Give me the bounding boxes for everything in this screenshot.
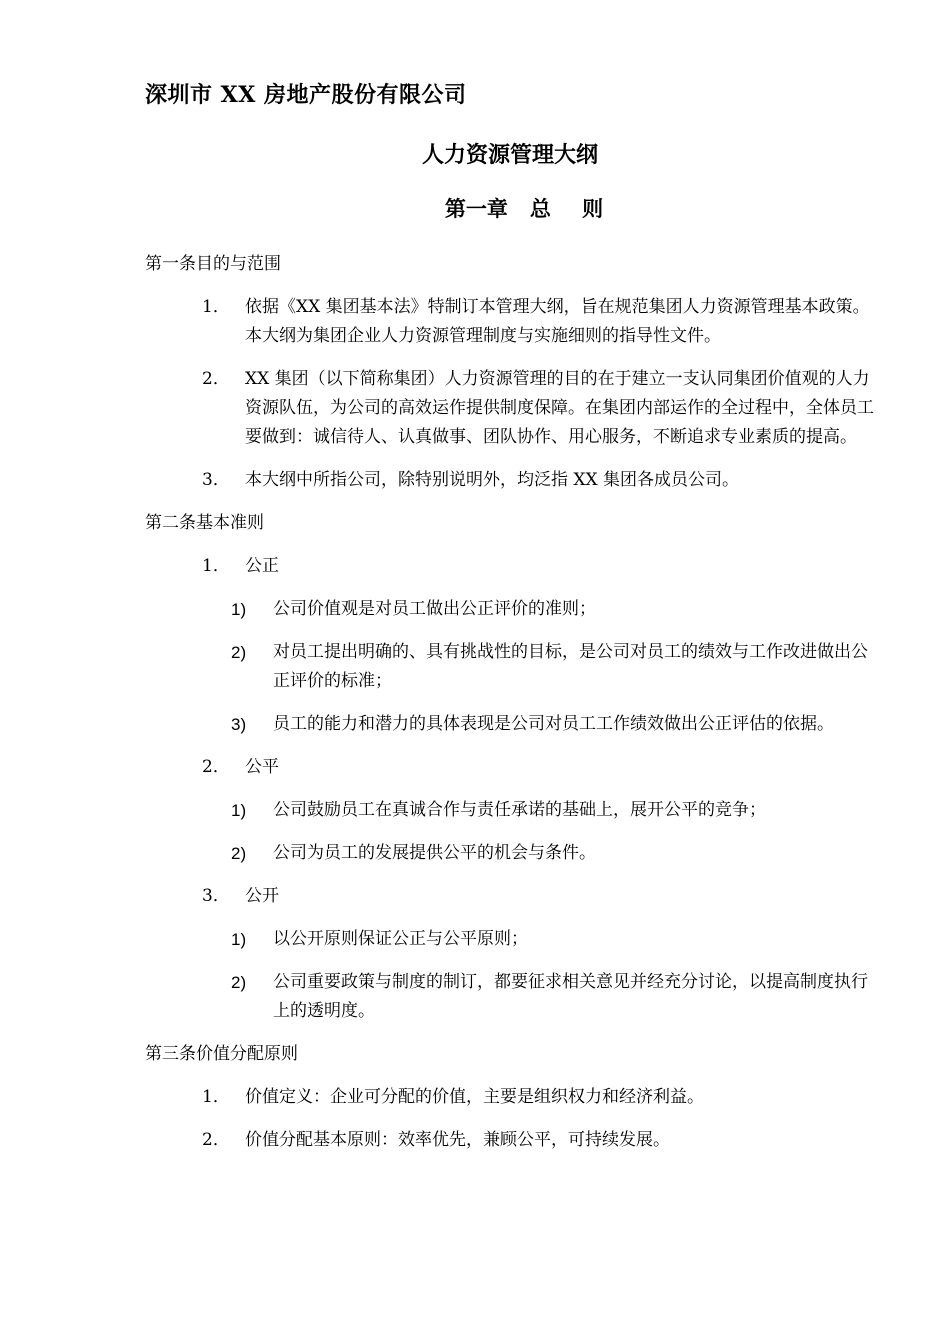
list-item bbox=[145, 552, 880, 581]
list-item-number: 1． bbox=[202, 1087, 230, 1107]
article-number: 第二条 bbox=[145, 513, 196, 533]
list-item-text: XX 集团（以下简称集团）人力资源管理的目的在于建立一支认同集团价值观的人力资源队伍，为公司的高效运作提供制度保障。在集团内部运作的全过程中，全体员工要做到：诚信待人、认真做事、团队协作、用心服务，不断追求专业素质的提高。 bbox=[245, 369, 874, 447]
company-name: 深圳市 XX 房地产股份有限公司 bbox=[145, 82, 467, 108]
document-body bbox=[145, 250, 880, 1169]
article-heading bbox=[145, 509, 880, 538]
list-item-number: 3． bbox=[202, 886, 230, 906]
sub-list-item-text: 公司鼓励员工在真诚合作与责任承诺的基础上，展开公平的竞争； bbox=[273, 800, 766, 820]
list-item bbox=[145, 882, 880, 911]
list-item bbox=[145, 1126, 880, 1155]
sub-list-item bbox=[145, 638, 880, 696]
sub-list-item-number: 2) bbox=[231, 973, 247, 992]
list-item-text: 价值定义：企业可分配的价值，主要是组织权力和经济利益。 bbox=[245, 1087, 704, 1107]
list-item-text: 公正 bbox=[245, 556, 279, 576]
sub-list-item bbox=[145, 925, 880, 954]
sub-list-item-number: 2) bbox=[231, 844, 247, 863]
list-item-number: 3． bbox=[202, 470, 230, 490]
article-title: 目的与范围 bbox=[196, 254, 281, 274]
sub-list-item-number: 1) bbox=[231, 801, 247, 820]
list-item-text: 公平 bbox=[245, 757, 279, 777]
sub-list-item-number: 3) bbox=[231, 715, 247, 734]
article-heading bbox=[145, 250, 880, 279]
chapter-number: 第一章 bbox=[444, 196, 508, 221]
list-item bbox=[145, 753, 880, 782]
list-item bbox=[145, 1083, 880, 1112]
article-heading bbox=[145, 1040, 880, 1069]
list-item-number: 2． bbox=[202, 757, 230, 777]
sub-list-item-text: 公司价值观是对员工做出公正评价的准则； bbox=[273, 599, 596, 619]
list-item-text: 依据《XX 集团基本法》特制订本管理大纲，旨在规范集团人力资源管理基本政策。本大纲为集团企业人力资源管理制度与实施细则的指导性文件。 bbox=[245, 297, 870, 346]
list-item-number: 2． bbox=[202, 1130, 230, 1150]
sub-list-item bbox=[145, 839, 880, 868]
list-item-number: 1． bbox=[202, 297, 230, 317]
article-title: 基本准则 bbox=[196, 513, 264, 533]
sub-list-item bbox=[145, 796, 880, 825]
sub-list-item-text: 员工的能力和潜力的具体表现是公司对员工工作绩效做出公正评估的依据。 bbox=[273, 714, 834, 734]
sub-list-item-text: 以公开原则保证公正与公平原则； bbox=[273, 929, 528, 949]
list-item-number: 2． bbox=[202, 369, 230, 389]
sub-list-item bbox=[145, 968, 880, 1026]
document-title: 人力资源管理大纲 bbox=[421, 142, 598, 168]
sub-list-item-number: 1) bbox=[231, 930, 247, 949]
sub-list-item-number: 2) bbox=[231, 643, 247, 662]
list-item bbox=[145, 466, 880, 495]
article-title: 价值分配原则 bbox=[196, 1044, 298, 1064]
article-number: 第三条 bbox=[145, 1044, 196, 1064]
chapter-heading bbox=[0, 193, 950, 223]
sub-list-item bbox=[145, 710, 880, 739]
list-item-text: 本大纲中所指公司，除特别说明外，均泛指 XX 集团各成员公司。 bbox=[245, 470, 740, 490]
sub-list-item-text: 公司重要政策与制度的制订，都要征求相关意见并经充分讨论，以提高制度执行上的透明度。 bbox=[273, 972, 868, 1021]
list-item bbox=[145, 365, 880, 452]
sub-list-item-text: 对员工提出明确的、具有挑战性的目标，是公司对员工的绩效与工作改进做出公正评价的标准； bbox=[273, 642, 868, 691]
list-item bbox=[145, 293, 880, 351]
list-item-text: 公开 bbox=[245, 886, 279, 906]
sub-list-item-text: 公司为员工的发展提供公平的机会与条件。 bbox=[273, 843, 596, 863]
sub-list-item-number: 1) bbox=[231, 600, 247, 619]
list-item-text: 价值分配基本原则：效率优先，兼顾公平，可持续发展。 bbox=[245, 1130, 670, 1150]
article-number: 第一条 bbox=[145, 254, 196, 274]
sub-list-item bbox=[145, 595, 880, 624]
chapter-name: 总 则 bbox=[529, 196, 616, 221]
list-item-number: 1． bbox=[202, 556, 230, 576]
